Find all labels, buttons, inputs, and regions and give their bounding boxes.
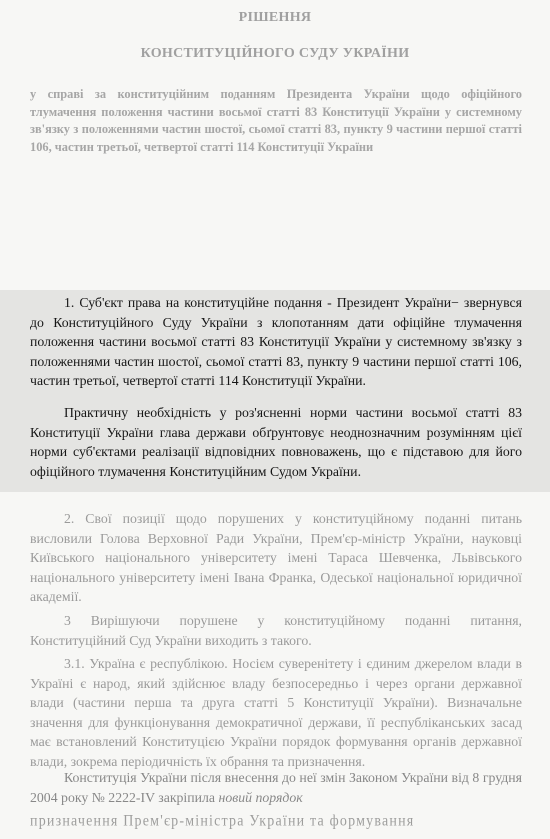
case-subject: у справі за конституційним поданням Президента України щодо офіційного тлумачення положення частини восьмої статті 83 Конституції України у системному зв'язку з положеннями частин шостої, сьомої статті 83, пункту 9 частини першої статті 106, частин третьої, четвертої статті 114 Конституції України bbox=[30, 87, 522, 154]
paragraph-3-1: 3.1. Україна є республікою. Носієм суверенітету і єдиним джерелом влади в Україні є народ, який здійснює владу безпосередньо і через органи державної влади (частини перша та друга статті 5 Конституції України). Визначальне значення для функціонування демократичної держави, її республіканських засад має встановлений Конституцією України порядок формування органів державної влади, зокрема періодичність їх обрання та призначення. bbox=[30, 656, 522, 769]
bottom-line-text: призначення Прем'єр-міністра України та формування bbox=[30, 813, 415, 830]
italic-phrase: новий порядок bbox=[218, 789, 303, 805]
paragraph-1-continued: Практичну необхідність у роз'ясненні норми частини восьмої статті 83 Конституції України глава держави обґрунтовує неоднозначним розумінням цієї норми суб'єктами реалізації відповідних повноважень, що є підставою для його офіційного тлумачення Конституційним Судом України. bbox=[30, 405, 522, 479]
cut-off-line bbox=[30, 810, 525, 834]
court-name: КОНСТИТУЦІЙНОГО СУДУ УКРАЇНИ bbox=[140, 46, 410, 61]
paragraph-3: 3 Вирішуючи порушене у конституційному поданні питання, Конституційний Суд України виходить з такого. bbox=[30, 613, 522, 648]
paragraph-text: Конституція України після внесення до неї змін Законом України від 8 грудня 2004 року № 2222-IV закріпила bbox=[30, 770, 522, 805]
paragraph-2: 2. Свої позиції щодо порушених у конституційному поданні питань висловили Голова Верховної Ради України, Прем'єр-міністр України, науковці Київського національного університету імені Тараса Шевченка, Львівського національного університету імені Івана Франка, Одеської національної юридичної академії. bbox=[30, 511, 522, 604]
paragraph-3-1-continued bbox=[30, 768, 522, 807]
paragraph-1: 1. Суб'єкт права на конституційне подання - Президент України− звернувся до Конституційного Суду України з клопотанням дати офіційне тлумачення положення частини восьмої статті 83 Конституції України у системному зв'язку з положеннями частин шостої, сьомої статті 83, пункту 9 частини першої статті 106, частин третьої, четвертої статті 114 Конституції України. bbox=[30, 295, 522, 388]
document-title: РІШЕННЯ bbox=[238, 10, 312, 25]
